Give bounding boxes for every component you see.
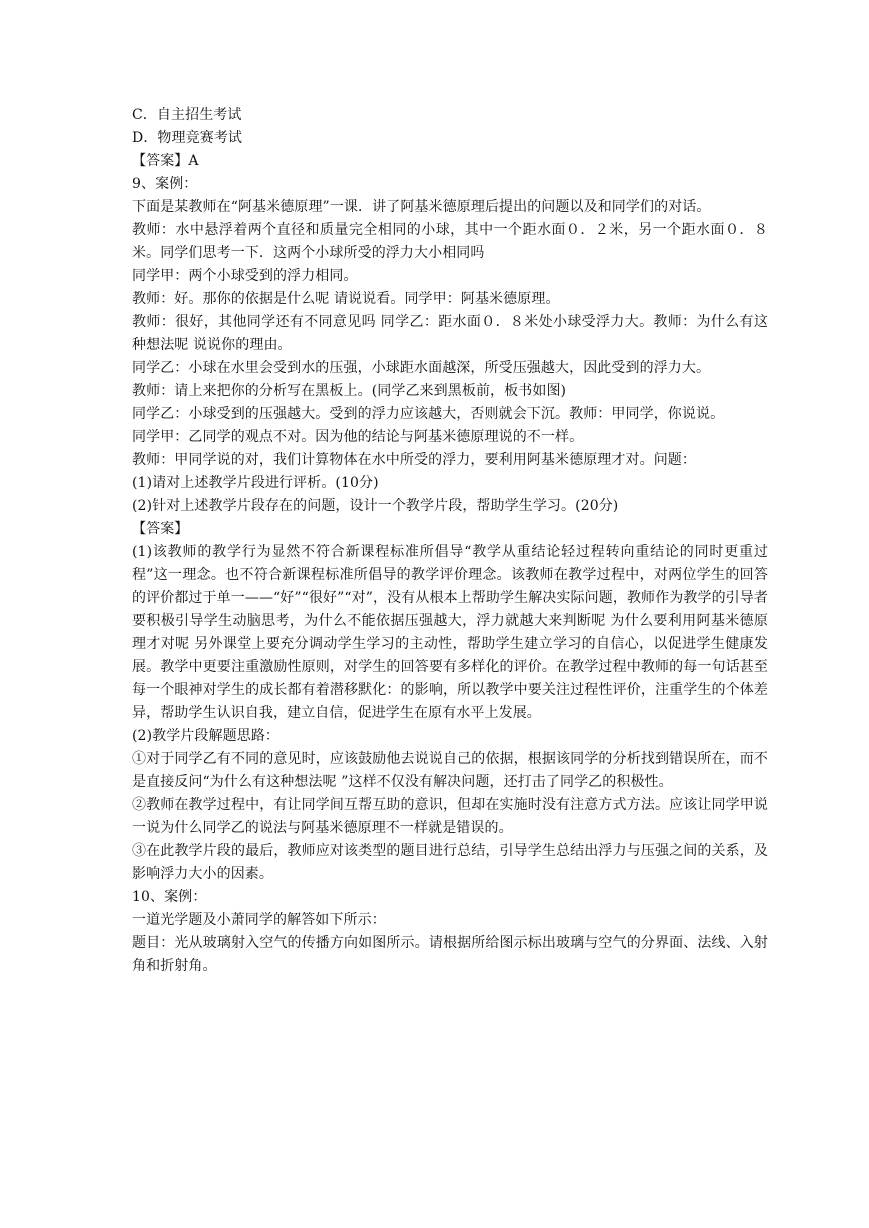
dialogue-line: 教师：水中悬浮着两个直径和质量完全相同的小球，其中一个距水面０．２米，另一个距水面０．８米。同学们思考一下．这两个小球所受的浮力大小相同吗 [132,222,768,261]
dialogue-line: 同学乙：小球受到的压强越大。受到的浮力应该越大，否则就会下沉。教师：甲同学，你说说。 [132,406,725,422]
case-10-heading: 10、案例： [132,889,207,905]
case-9-heading: 9、案例： [132,176,198,192]
dialogue-line: 同学甲：乙同学的观点不对。因为他的结论与阿基米德原理说的不一样。 [132,429,584,445]
dialogue-line: 教师：请上来把你的分析写在黑板上。(同学乙来到黑板前，板书如图) [132,383,567,399]
dialogue-line: 教师：很好，其他同学还有不同意见吗 同学乙：距水面０．８米处小球受浮力大。教师：为什么有这种想法呢 说说你的理由。 [132,314,768,353]
option-d: D．物理竞赛考试 [132,130,243,146]
dialogue-line: 同学甲：两个小球受到的浮力相同。 [132,268,358,284]
answer-point-1: ①对于同学乙有不同的意见时，应该鼓励他去说说自己的依据，根据该同学的分析找到错误所在，而不是直接反问“为什么有这种想法呢 ”这样不仅没有解决问题，还打击了同学乙的积极性。 [132,751,768,790]
answer-line: 【答案】A [132,153,199,169]
dialogue-line: 同学乙：小球在水里会受到水的压强，小球距水面越深，所受压强越大，因此受到的浮力大。 [132,360,711,376]
answer-point-3: ③在此教学片段的最后，教师应对该类型的题目进行总结，引导学生总结出浮力与压强之间的关系，及影响浮力大小的因素。 [132,843,768,882]
case-10-question: 题目：光从玻璃射入空气的传播方向如图所示。请根据所给图示标出玻璃与空气的分界面、法线、入射角和折射角。 [132,935,768,974]
dialogue-line: 教师：好。那你的依据是什么呢 请说说看。同学甲：阿基米德原理。 [132,291,560,307]
answer-heading: 【答案】 [132,521,189,537]
case-10-intro: 一道光学题及小萧同学的解答如下所示： [132,912,386,928]
question-2: (2)针对上述教学片段存在的问题，设计一个教学片段，帮助学生学习。(20分) [132,498,619,514]
option-c: C．自主招生考试 [132,107,242,123]
document-body [132,104,768,978]
answer-part-1: (1)该教师的教学行为显然不符合新课程标准所倡导“教学从重结论轻过程转向重结论的同时更重过程”这一理念。也不符合新课程标准所倡导的教学评价理念。该教师在教学过程中，对两位学生的回答的评价都过于单一——“好”“很好”“对”，没有从根本上帮助学生解决实际问题，教师作为教学的引导者要积极引导学生动脑思考，为什么不能依据压强越大，浮力就越大来判断呢 为什么要利用阿基米德原理才对呢 另外课堂上要充分调动学生学习的主动性，帮助学生建立学习的自信心，以促进学生健康发展。教学中更要注重激励性原则，对学生的回答要有多样化的评价。在教学过程中教师的每一句话甚至每一个眼神对学生的成长都有着潜移默化：的影响，所以教学中要关注过程性评价，注重学生的个体差异，帮助学生认识自我，建立自信，促进学生在原有水平上发展。 [132,544,768,721]
question-1: (1)请对上述教学片段进行评析。(10分) [132,475,379,491]
answer-part-2-heading: (2)教学片段解题思路： [132,728,280,744]
dialogue-line: 教师：甲同学说的对，我们计算物体在水中所受的浮力，要利用阿基米德原理才对。问题： [132,452,696,468]
case-9-intro: 下面是某教师在“阿基米德原理”一课．讲了阿基米德原理后提出的问题以及和同学们的对话。 [132,199,711,215]
answer-point-2: ②教师在教学过程中，有让同学间互帮互助的意识，但却在实施时没有注意方式方法。应该让同学甲说一说为什么同学乙的说法与阿基米德原理不一样就是错误的。 [132,797,768,836]
